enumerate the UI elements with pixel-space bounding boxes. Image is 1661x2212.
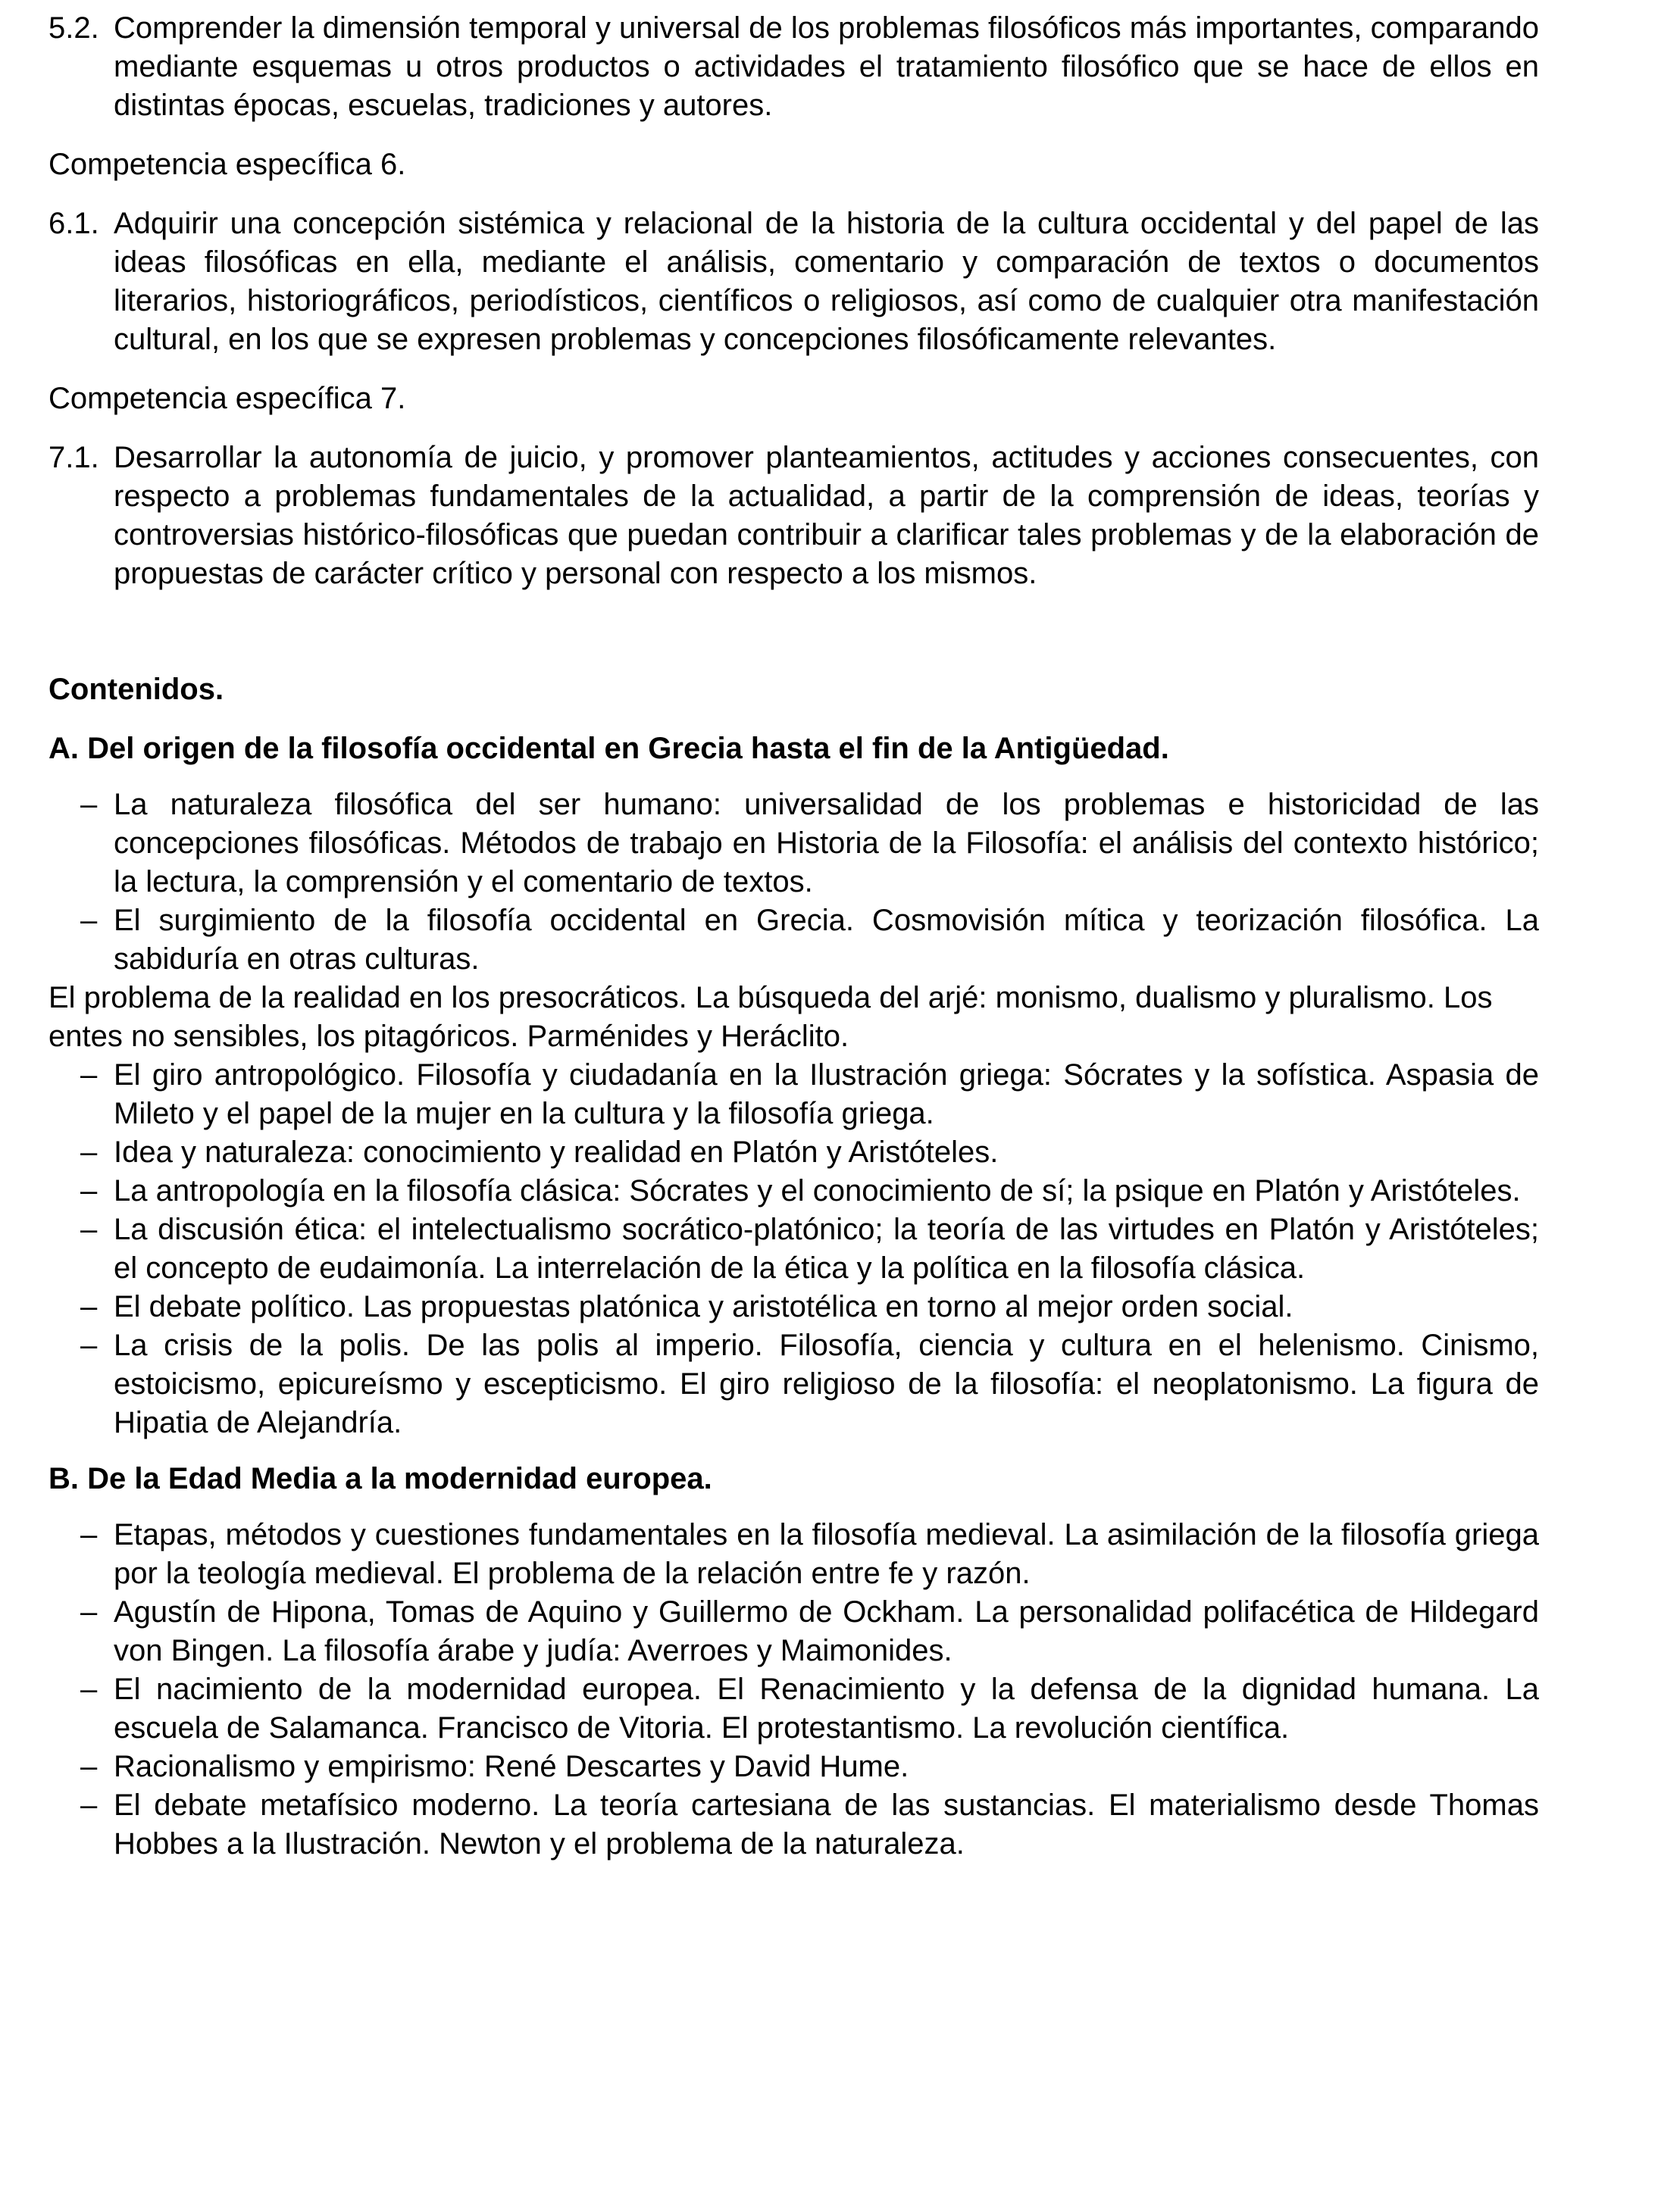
dash-bullet: – bbox=[80, 1673, 98, 1706]
list-item-text: Idea y naturaleza: conocimiento y realidad en Platón y Aristóteles. bbox=[114, 1136, 999, 1169]
list-item-text: Agustín de Hipona, Tomas de Aquino y Guillermo de Ockham. La personalidad polifacética de Hildegard von Bingen. La filosofía árabe y judía: Averroes y Maimonides. bbox=[114, 1595, 1539, 1667]
list-item-text: El nacimiento de la modernidad europea. El Renacimiento y la defensa de la dignidad humana. La escuela de Salamanca. Francisco de Vitoria. El protestantismo. La revolución científica. bbox=[114, 1673, 1539, 1745]
dash-bullet: – bbox=[80, 904, 98, 937]
criterion-number: 7.1. bbox=[48, 441, 99, 474]
dash-bullet: – bbox=[80, 1595, 98, 1629]
dash-bullet: – bbox=[80, 1290, 98, 1323]
contenidos-heading: Contenidos. bbox=[48, 673, 224, 706]
section-b-title: B. De la Edad Media a la modernidad europea. bbox=[48, 1462, 712, 1495]
list-item bbox=[48, 1056, 1539, 1133]
criterion-5-2 bbox=[48, 9, 1539, 125]
dash-bullet: – bbox=[80, 1058, 98, 1092]
list-item-text: Etapas, métodos y cuestiones fundamentales en la filosofía medieval. La asimilación de la filosofía griega por la teología medieval. El problema de la relación entre fe y razón. bbox=[114, 1518, 1539, 1590]
criterion-text: Desarrollar la autonomía de juicio, y promover planteamientos, actitudes y acciones consecuentes, con respecto a problemas fundamentales de la actualidad, a partir de la comprensión de ideas, teorías y controversias histórico-filosóficas que puedan contribuir a clarificar tales problemas y de la elaboración de propuestas de carácter crítico y personal con respecto a los mismos. bbox=[114, 441, 1539, 590]
dash-bullet: – bbox=[80, 1750, 98, 1783]
criterion-number: 6.1. bbox=[48, 207, 99, 240]
criterion-6-1 bbox=[48, 205, 1539, 359]
dash-bullet: – bbox=[80, 788, 98, 821]
dash-bullet: – bbox=[80, 1789, 98, 1822]
list-item-text: La antropología en la filosofía clásica: Sócrates y el conocimiento de sí; la psique en Platón y Aristóteles. bbox=[114, 1174, 1521, 1208]
list-item-text: La naturaleza filosófica del ser humano: universalidad de los problemas e historicidad de las concepciones filosóficas. Métodos de trabajo en Historia de la Filosofía: el análisis del contexto histórico; la lectura, la comprensión y el comentario de textos. bbox=[114, 788, 1539, 898]
dash-bullet: – bbox=[80, 1518, 98, 1551]
criterion-7-1 bbox=[48, 439, 1539, 593]
criterion-number: 5.2. bbox=[48, 11, 99, 45]
criterion-text: Comprender la dimensión temporal y universal de los problemas filosóficos más importantes, comparando mediante esquemas u otros productos o actividades el tratamiento filosófico que se hace de ellos en distintas épocas, escuelas, tradiciones y autores. bbox=[114, 11, 1539, 122]
dash-bullet: – bbox=[80, 1174, 98, 1208]
section-a-title: A. Del origen de la filosofía occidental en Grecia hasta el fin de la Antigüedad. bbox=[48, 732, 1169, 765]
list-item-text: Racionalismo y empirismo: René Descartes y David Hume. bbox=[114, 1750, 909, 1783]
list-item bbox=[48, 1211, 1539, 1288]
plain-paragraph: El problema de la realidad en los presocráticos. La búsqueda del arjé: monismo, dualismo y pluralismo. Los entes no sensibles, los pitagóricos. Parménides y Heráclito. bbox=[48, 981, 1493, 1053]
list-item-text: El debate político. Las propuestas platónica y aristotélica en torno al mejor orden social. bbox=[114, 1290, 1293, 1323]
list-item bbox=[48, 901, 1539, 979]
list-item-text: El surgimiento de la filosofía occidental en Grecia. Cosmovisión mítica y teorización filosófica. La sabiduría en otras culturas. bbox=[114, 904, 1539, 976]
list-item bbox=[48, 1786, 1539, 1864]
list-item bbox=[48, 1748, 1539, 1786]
list-item-text: La discusión ética: el intelectualismo socrático-platónico; la teoría de las virtudes en Platón y Aristóteles; el concepto de eudaimonía. La interrelación de la ética y la política en la filosofía clásica. bbox=[114, 1213, 1539, 1285]
list-item bbox=[48, 1593, 1539, 1670]
dash-bullet: – bbox=[80, 1136, 98, 1169]
list-item bbox=[48, 1288, 1539, 1326]
list-item-text: El debate metafísico moderno. La teoría cartesiana de las sustancias. El materialismo desde Thomas Hobbes a la Ilustración. Newton y el problema de la naturaleza. bbox=[114, 1789, 1539, 1861]
list-item bbox=[48, 1172, 1539, 1211]
list-item bbox=[48, 1133, 1539, 1172]
criterion-text: Adquirir una concepción sistémica y relacional de la historia de la cultura occidental y del papel de las ideas filosóficas en ella, mediante el análisis, comentario y comparación de textos o documentos literarios, historiográficos, periodísticos, científicos o religiosos, así como de cualquier otra manifestación cultural, en los que se expresen problemas y concepciones filosóficamente relevantes. bbox=[114, 207, 1539, 356]
list-item bbox=[48, 1670, 1539, 1748]
dash-bullet: – bbox=[80, 1329, 98, 1362]
list-item bbox=[48, 786, 1539, 901]
list-item bbox=[48, 1326, 1539, 1442]
list-item-text: La crisis de la polis. De las polis al imperio. Filosofía, ciencia y cultura en el helenismo. Cinismo, estoicismo, epicureísmo y escepticismo. El giro religioso de la filosofía: el neoplatonismo. La figura de Hipatia de Alejandría. bbox=[114, 1329, 1539, 1439]
list-item bbox=[48, 1516, 1539, 1593]
dash-bullet: – bbox=[80, 1213, 98, 1246]
list-item-text: El giro antropológico. Filosofía y ciudadanía en la Ilustración griega: Sócrates y la sofística. Aspasia de Mileto y el papel de la mujer en la cultura y la filosofía griega. bbox=[114, 1058, 1539, 1130]
competencia-6-heading: Competencia específica 6. bbox=[48, 148, 406, 181]
competencia-7-heading: Competencia específica 7. bbox=[48, 382, 406, 415]
